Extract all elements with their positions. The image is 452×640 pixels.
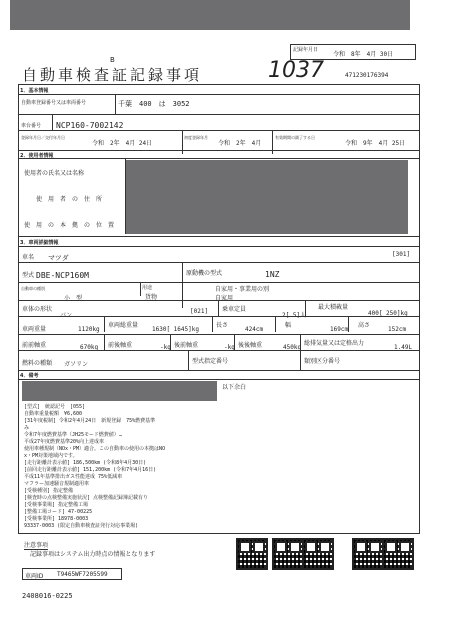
width-value: 169cm: [330, 326, 349, 333]
qr-code-icon: [302, 538, 334, 570]
capacity-value: 2[ 5]人: [282, 312, 307, 319]
make-code: [301]: [392, 251, 411, 258]
note-line: [受検種別] 指定整備: [24, 488, 74, 494]
height-value: 152cm: [388, 326, 407, 333]
note-line: マフラー加速騒音規制適用車: [24, 481, 90, 487]
note-line: [型式] 統認記号 [055]: [24, 404, 86, 410]
redaction-remarks: [22, 381, 217, 401]
qr-code-icon: [272, 538, 304, 570]
qr-code-icon: [382, 538, 414, 570]
section3-heading: 3．車両詳細情報: [20, 240, 59, 246]
car-id-label: 車両ID: [25, 573, 44, 580]
notice-text: 記録事項はシステム出力時点の情報となります: [30, 551, 156, 558]
expiry-label: 有効期間の満了する日: [275, 135, 315, 140]
class-number-label: 類別区分番号: [304, 358, 341, 365]
notice-title: 注意事項: [24, 542, 49, 549]
weight-label: 車両重量: [22, 326, 47, 333]
section4-heading: 4．備考: [20, 373, 39, 379]
user-name-label: 使用者の氏名又は名称: [24, 170, 85, 177]
fuel-label: 燃料の種類: [22, 360, 53, 367]
engine-label: 原動機の型式: [186, 270, 223, 277]
below-blank: 以下余白: [222, 384, 247, 391]
redaction-user-info: [126, 160, 408, 234]
record-date-box: [290, 44, 416, 60]
note-line: [検査時の点検整備実施状況] 点検整備記録簿記載有り: [24, 495, 149, 501]
weight-value: 1120kg: [78, 326, 100, 333]
width-label: 幅: [285, 322, 292, 329]
reg-number-label: 自動車登録番号又は車両番号: [21, 100, 87, 106]
rear-rear-axle-label: 後後軸重: [238, 342, 263, 349]
notes-list: [0, 404, 230, 534]
body-label: 車体の形状: [22, 306, 53, 313]
note-line: x・PM対策地域内です。: [24, 453, 78, 459]
qr-code-icon: [236, 538, 268, 570]
rear-front-axle-label: 後前軸重: [174, 342, 199, 349]
gross-weight-value: 1630[ 1645]kg: [152, 326, 199, 333]
section2-heading: 2．使用者情報: [20, 153, 54, 159]
qr-code-icon: [352, 538, 384, 570]
record-date-value: 令和 8年 4月 30日: [333, 51, 394, 58]
serial-number: 471230176394: [345, 72, 389, 79]
document-code: 2408016-0225: [22, 592, 73, 600]
make-value: マツダ: [48, 254, 69, 262]
note-line: [整備工場コード] 47-00225: [24, 509, 93, 515]
note-line: 平成11年基準排出ガス性能達成 75%低減車: [24, 474, 123, 480]
note-line: [受検事業場] 指定整備工場: [24, 502, 89, 508]
model-value: DBE-NCP160M: [36, 271, 89, 280]
note-line: [前回走行距離計表示値] 151,200km (令和7年4月16日): [24, 467, 157, 473]
superscript-b: B: [110, 56, 115, 64]
section1-heading: 1．基本情報: [20, 88, 49, 94]
model-label: 型式: [22, 272, 35, 279]
vehicle-type-label: 自動車の種別: [21, 286, 45, 291]
redaction-top: [10, 0, 410, 30]
front-front-axle-value: 670kg: [80, 344, 99, 351]
use-value: 貨物: [145, 294, 158, 301]
engine-value: 1NZ: [265, 270, 280, 279]
note-line: 平成27年度燃費基準20%向上達成車: [24, 439, 105, 445]
private-value: 自家用: [215, 295, 234, 302]
car-id-box: [22, 568, 122, 580]
record-date-label: 記録年月日: [293, 47, 319, 53]
gross-weight-label: 車両総重量: [108, 322, 139, 329]
type-number-label: 型式指定番号: [192, 358, 229, 365]
first-year-label: 初度登録年月: [184, 135, 208, 140]
length-value: 424cm: [245, 326, 264, 333]
front-rear-axle-label: 前後軸重: [108, 342, 133, 349]
first-reg-label: 登録年月日／交付年月日: [21, 135, 65, 140]
body-value: バン: [60, 312, 73, 319]
note-line: み: [24, 425, 30, 431]
note-line: 使用車種規制（NOx・PM）適合。この自動車の使用の本拠はNO: [24, 446, 166, 452]
note-line: [受検事業所] 18978-0003: [24, 516, 89, 522]
rear-rear-axle-value: 450kg: [283, 344, 302, 351]
note-line: [走行距離計表示値] 186,500km (令和8年4月30日): [24, 460, 147, 466]
handwritten-number: 1037: [268, 58, 324, 83]
body-code: [021]: [190, 308, 209, 315]
page-title: 自動車検査証記録事項: [22, 66, 203, 84]
use-label: 用途: [142, 285, 153, 291]
note-line: [31年度税制] 令和2年4月24日 新規登録 75%燃費基準: [24, 418, 156, 424]
private-label: 自家用・事業用の別: [215, 286, 270, 293]
note-line: 93337-0003 (限定自動車検査証発行対応事業場): [24, 523, 139, 529]
displacement-value: 1.49L: [394, 344, 413, 351]
base-location-label: 使 用 の 本 拠 の 位 置: [24, 222, 115, 229]
rear-front-axle-value: -kg: [224, 344, 235, 351]
vehicle-type-value: 小 型: [64, 295, 83, 302]
vin-value: NCP160-7002142: [56, 121, 124, 130]
vin-label: 車台番号: [21, 123, 42, 129]
fuel-value: ガソリン: [64, 361, 89, 368]
length-label: 長さ: [216, 322, 229, 329]
front-front-axle-label: 前前軸重: [22, 342, 47, 349]
first-reg-value: 令和 2年 4月 24日: [92, 140, 153, 147]
user-address-label: 使 用 者 の 住 所: [36, 196, 103, 203]
car-id-value: T9465WF7205599: [57, 571, 108, 578]
capacity-label: 乗車定員: [222, 306, 247, 313]
first-year-value: 令和 2年 4月: [218, 140, 262, 147]
displacement-label: 総排気量又は定格出力: [304, 340, 365, 347]
front-rear-axle-value: -kg: [160, 344, 171, 351]
expiry-value: 令和 9年 4月 25日: [345, 140, 406, 147]
height-label: 高さ: [358, 322, 371, 329]
max-load-value: 400[ 250]kg: [368, 310, 408, 317]
note-line: 自動車重量税額 ¥6,600: [24, 411, 83, 417]
reg-number-value: 千葉 400 は 3052: [118, 100, 190, 108]
note-line: 令和7年度燃費基準（JH25モード燃費値）…: [24, 432, 122, 438]
max-load-label: 最大積載量: [318, 304, 349, 311]
make-label: 車名: [22, 254, 35, 261]
